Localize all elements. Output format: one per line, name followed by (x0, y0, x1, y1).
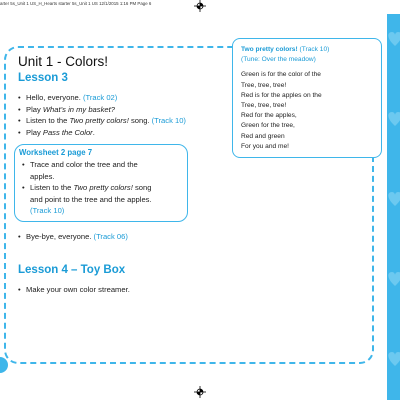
list-item: • Listen to the Two pretty colors! song. (Track 10) (18, 115, 228, 127)
lyric-line: Green for the tree, (241, 122, 295, 130)
lyric-line: Red and green (241, 132, 285, 140)
list-item: • Make your own color streamer. (18, 284, 218, 296)
song-box (232, 38, 382, 158)
list-item: • Listen to the Two pretty colors! song and point to the tree and the apples. (Track 10) (22, 182, 186, 217)
list-item: • Play Pass the Color. (18, 127, 228, 139)
song-title: Two pretty colors! (Track 10) (241, 46, 330, 53)
list-item: • Bye-bye, everyone. (Track 06) (18, 231, 218, 243)
song-tune: (Tune: Over the meadow) (241, 56, 316, 64)
lesson-4-heading: Lesson 4 – Toy Box (18, 264, 126, 276)
registration-mark-bottom-icon (194, 386, 206, 398)
lyric-line: Tree, tree, tree! (241, 102, 287, 110)
song-lyrics (241, 70, 373, 152)
registration-mark-top-icon (194, 0, 206, 12)
lesson-3-list (18, 92, 228, 138)
decorative-hearts-border (387, 14, 400, 400)
unit-title: Unit 1 - Colors! (18, 54, 109, 69)
lyric-line: Red for the apples, (241, 112, 297, 120)
print-slug: arter 5s_Unit 1 US_H_Hearts starter 5s_Unit 1 US 12/1/2015 1:16 PM Page 6 (0, 1, 152, 6)
lyric-line: Red is for the apples on the (241, 91, 322, 99)
lyric-line: Green is for the color of the (241, 71, 321, 79)
closing-list (18, 231, 218, 243)
list-item: • Hello, everyone. (Track 02) (18, 92, 228, 104)
worksheet-list (22, 159, 186, 217)
lyric-line: For you and me! (241, 142, 290, 150)
worksheet-title: Worksheet 2 page 7 (19, 148, 93, 157)
lesson-4-list (18, 284, 218, 296)
lyric-line: Tree, tree, tree! (241, 81, 287, 89)
list-item: • Trace and color the tree and the apples. (22, 159, 186, 182)
lesson-3-heading: Lesson 3 (18, 72, 68, 84)
list-item: • Play What’s in my basket? (18, 104, 228, 116)
